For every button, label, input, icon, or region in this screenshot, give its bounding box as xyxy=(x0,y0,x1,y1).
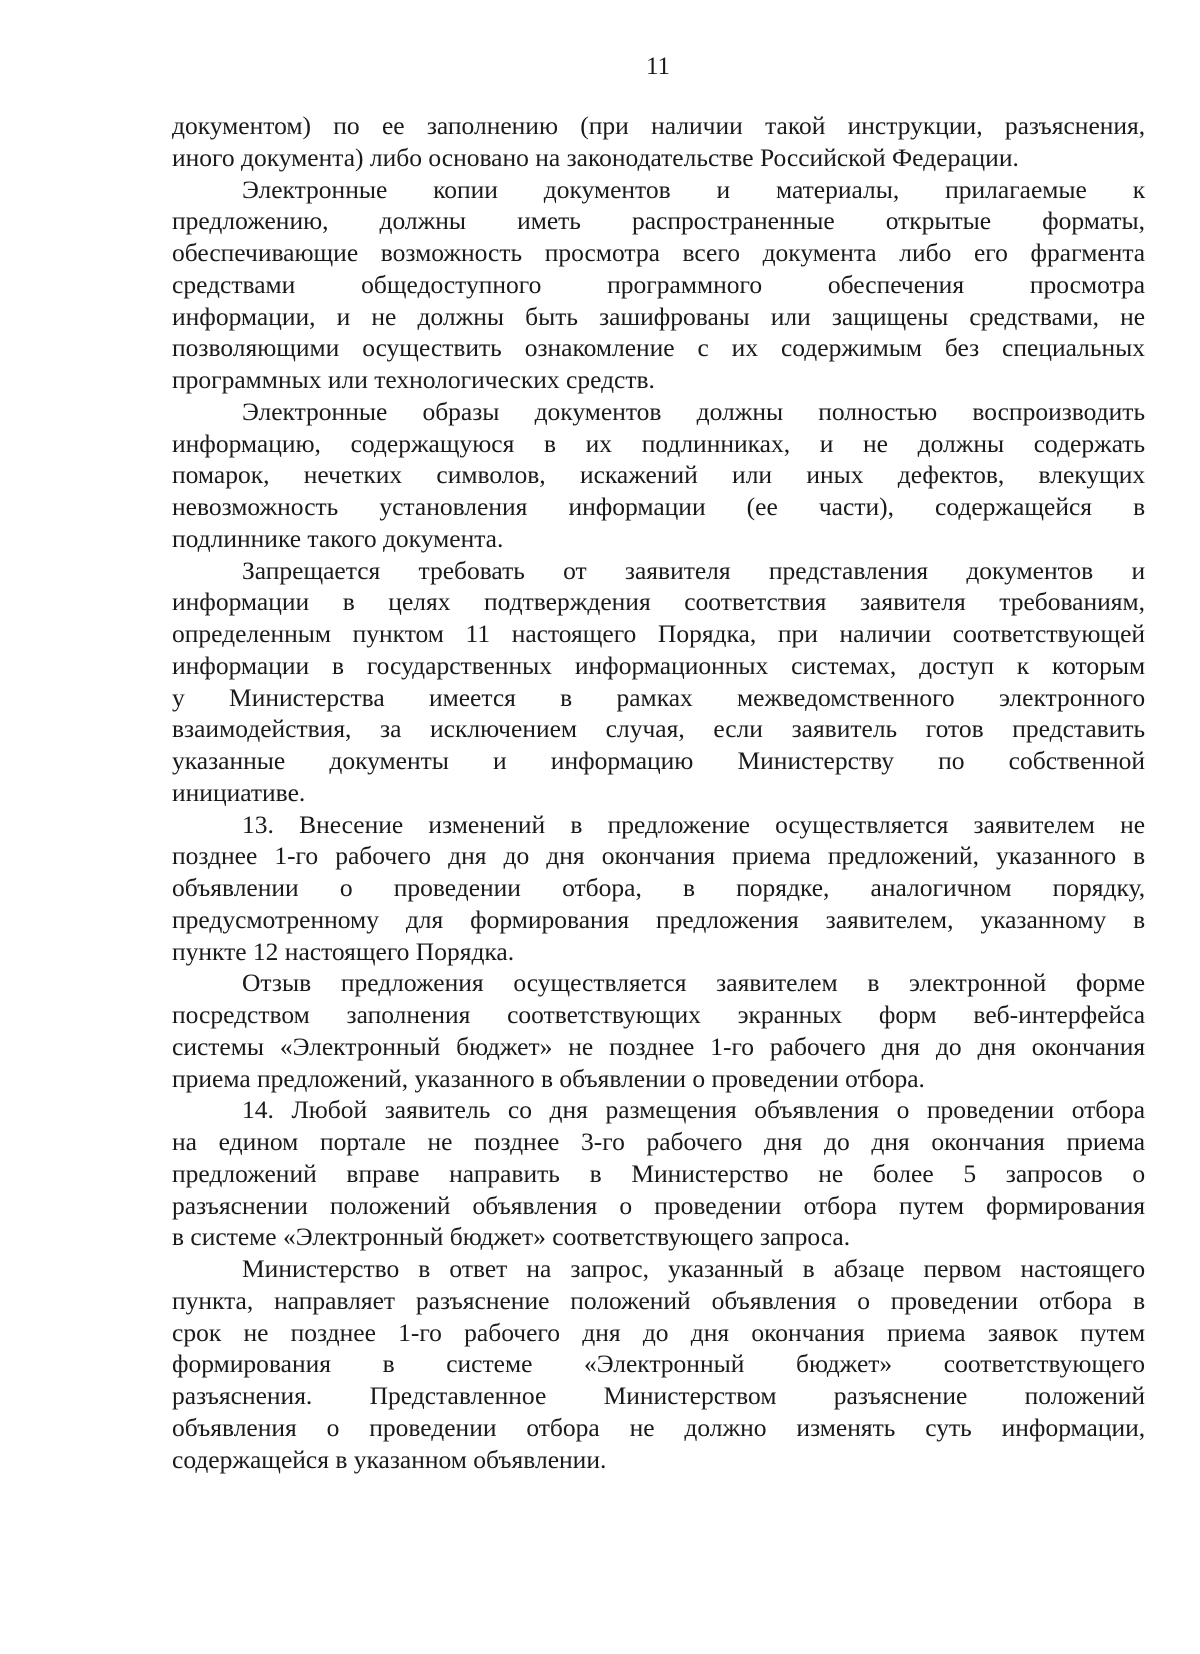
text-line: приема предложений, указанного в объявлении о проведении отбора. xyxy=(172,1063,925,1093)
text-line: системы «Электронный бюджет» не позднее 1-го рабочего дня до дня окончания xyxy=(172,1031,1146,1061)
text-line: позволяющими осуществить ознакомление с их содержимым без специальных xyxy=(172,333,1146,363)
text-line: на едином портале не позднее 3-го рабочего дня до дня окончания приема xyxy=(172,1127,1146,1156)
text-line: программных или технологических средств. xyxy=(172,365,655,394)
text-line: формирования в системе «Электронный бюджет» соответствующего xyxy=(172,1349,1146,1379)
paragraph-item-13 xyxy=(172,809,1145,968)
text-line: Отзыв предложения осуществляется заявителем в электронной форме xyxy=(242,968,1146,998)
text-line: обеспечивающие возможность просмотра всего документа либо его фрагмента xyxy=(172,238,1146,267)
text-line: инициативе. xyxy=(172,777,306,807)
text-line: Электронные копии документов и материалы, прилагаемые к xyxy=(242,174,1146,204)
text-line: иного документа) либо основано на законодательстве Российской Федерации. xyxy=(172,142,1019,172)
text-line: позднее 1-го рабочего дня до дня окончания приема предложений, указанного в xyxy=(172,841,1146,871)
paragraph-item-14 xyxy=(172,1094,1145,1253)
text-line: в системе «Электронный бюджет» соответствующего запроса. xyxy=(172,1222,851,1252)
text-line: Министерство в ответ на запрос, указанный в абзаце первом настоящего xyxy=(242,1254,1146,1283)
text-line: Электронные образы документов должны полностью воспроизводить xyxy=(242,396,1146,426)
text-line: информации, и не должны быть зашифрованы или защищены средствами, не xyxy=(172,301,1146,331)
text-line: информации в целях подтверждения соответствия заявителя требованиям, xyxy=(172,587,1146,617)
document-body xyxy=(172,110,1145,1475)
text-line: подлиннике такого документа. xyxy=(172,523,504,553)
page-number: 11 xyxy=(645,53,671,80)
paragraph-prohibition xyxy=(172,555,1145,809)
text-line: 13. Внесение изменений в предложение осуществляется заявителем не xyxy=(242,809,1146,839)
text-line: разъяснения. Представленное Министерством разъяснение положений xyxy=(172,1381,1146,1410)
text-line: пункта, направляет разъяснение положений объявления о проведении отбора в xyxy=(172,1285,1146,1315)
paragraph-electronic-images xyxy=(172,396,1145,555)
text-line: содержащейся в указанном объявлении. xyxy=(172,1444,607,1474)
text-line: помарок, нечетких символов, искажений или иных дефектов, влекущих xyxy=(172,460,1146,490)
text-line: объявлении о проведении отбора, в порядке, аналогичном порядку, xyxy=(172,873,1146,902)
text-line: предложению, должны иметь распространенные открытые форматы, xyxy=(172,206,1146,236)
text-line: документом) по ее заполнению (при наличии такой инструкции, разъяснения, xyxy=(172,111,1146,140)
text-line: посредством заполнения соответствующих экранных форм веб-интерфейса xyxy=(172,1000,1146,1029)
paragraph-withdrawal xyxy=(172,967,1145,1094)
paragraph-continuation xyxy=(172,110,1145,174)
text-line: информацию, содержащуюся в их подлинниках, и не должны содержать xyxy=(172,428,1146,458)
text-line: указанные документы и информацию Министерству по собственной xyxy=(172,746,1146,775)
paragraph-electronic-copies xyxy=(172,174,1145,396)
text-line: у Министерства имеется в рамках межведомственного электронного xyxy=(172,682,1146,712)
text-line: Запрещается требовать от заявителя представления документов и xyxy=(242,555,1146,585)
text-line: средствами общедоступного программного обеспечения просмотра xyxy=(172,269,1146,299)
text-line: невозможность установления информации (ее части), содержащейся в xyxy=(172,492,1146,521)
text-line: взаимодействия, за исключением случая, если заявитель готов представить xyxy=(172,714,1146,744)
text-line: 14. Любой заявитель со дня размещения объявления о проведении отбора xyxy=(242,1095,1146,1125)
text-line: пункте 12 настоящего Порядка. xyxy=(172,936,515,966)
text-line: срок не позднее 1-го рабочего дня до дня окончания приема заявок путем xyxy=(172,1317,1146,1347)
text-line: информации в государственных информационных системах, доступ к которым xyxy=(172,650,1146,680)
text-line: предложений вправе направить в Министерство не более 5 запросов о xyxy=(172,1158,1146,1188)
paragraph-ministry-response xyxy=(172,1253,1145,1475)
text-line: разъяснении положений объявления о проведении отбора путем формирования xyxy=(172,1190,1146,1220)
text-line: определенным пунктом 11 настоящего Порядка, при наличии соответствующей xyxy=(172,619,1146,648)
text-line: предусмотренному для формирования предложения заявителем, указанному в xyxy=(172,904,1146,934)
text-line: объявления о проведении отбора не должно изменять суть информации, xyxy=(172,1412,1146,1442)
